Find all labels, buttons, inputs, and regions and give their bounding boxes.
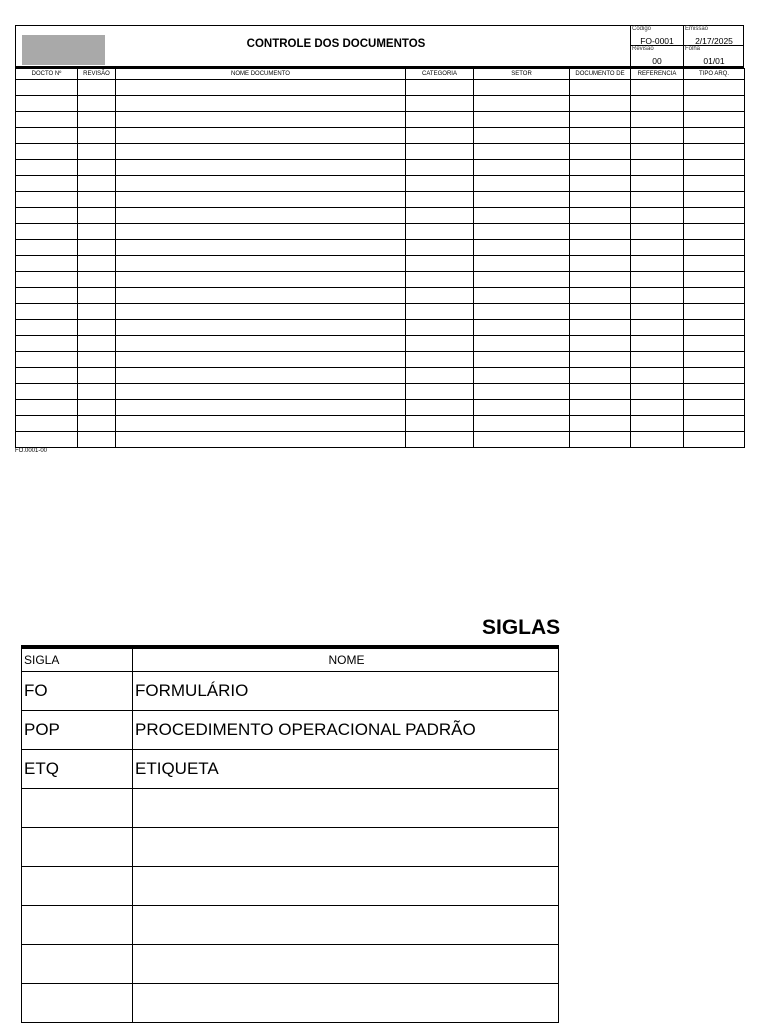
table-cell[interactable]	[631, 128, 684, 144]
table-cell[interactable]	[16, 272, 78, 288]
table-cell[interactable]	[631, 384, 684, 400]
table-cell[interactable]	[631, 288, 684, 304]
table-row	[16, 384, 745, 400]
table-cell[interactable]	[78, 240, 116, 256]
siglas-row	[22, 749, 559, 788]
table-row	[16, 368, 745, 384]
form-title: CONTROLE DOS DOCUMENTOS	[246, 38, 426, 50]
table-cell[interactable]	[684, 400, 745, 416]
table-cell[interactable]	[474, 304, 570, 320]
table-cell[interactable]	[570, 272, 631, 288]
siglas-row	[22, 827, 559, 866]
meta-revisao-label: Revisão	[632, 46, 654, 52]
table-cell[interactable]	[570, 144, 631, 160]
table-cell[interactable]	[16, 80, 78, 96]
sigla-cell[interactable]: FO	[22, 671, 133, 710]
table-cell[interactable]	[631, 304, 684, 320]
table-cell[interactable]	[570, 80, 631, 96]
table-cell[interactable]	[684, 80, 745, 96]
table-cell[interactable]	[684, 256, 745, 272]
table-cell[interactable]	[570, 224, 631, 240]
table-cell[interactable]	[474, 96, 570, 112]
table-cell[interactable]	[570, 128, 631, 144]
table-cell[interactable]	[116, 176, 406, 192]
meta-codigo	[630, 26, 683, 46]
table-cell[interactable]	[570, 288, 631, 304]
table-cell[interactable]	[78, 208, 116, 224]
table-cell[interactable]	[684, 240, 745, 256]
siglas-row	[22, 905, 559, 944]
table-cell[interactable]	[570, 432, 631, 448]
table-cell[interactable]	[570, 256, 631, 272]
table-header-row	[16, 69, 745, 80]
table-cell[interactable]	[684, 128, 745, 144]
meta-folha-value[interactable]: 01/01	[703, 56, 725, 66]
table-cell[interactable]	[474, 368, 570, 384]
table-cell[interactable]	[570, 112, 631, 128]
col-header-docto: DOCTO Nº	[16, 69, 78, 80]
table-cell[interactable]	[474, 176, 570, 192]
table-cell[interactable]	[16, 320, 78, 336]
table-cell[interactable]	[116, 304, 406, 320]
table-cell[interactable]	[406, 80, 474, 96]
siglas-row	[22, 788, 559, 827]
table-cell[interactable]	[78, 176, 116, 192]
siglas-row	[22, 710, 559, 749]
table-cell[interactable]	[116, 352, 406, 368]
table-cell[interactable]	[474, 80, 570, 96]
table-cell[interactable]	[78, 96, 116, 112]
table-cell[interactable]	[78, 400, 116, 416]
table-cell[interactable]	[406, 272, 474, 288]
table-cell[interactable]	[406, 336, 474, 352]
table-cell[interactable]	[16, 160, 78, 176]
table-cell[interactable]	[406, 208, 474, 224]
sigla-nome-cell[interactable]: PROCEDIMENTO OPERACIONAL PADRÃO	[133, 710, 559, 749]
siglas-title: SIGLAS	[482, 616, 561, 639]
table-cell[interactable]	[16, 192, 78, 208]
table-cell[interactable]	[406, 192, 474, 208]
table-cell[interactable]	[684, 336, 745, 352]
table-cell[interactable]	[406, 432, 474, 448]
col-header-tipo-arq: TIPO ARQ.	[684, 69, 745, 80]
table-cell[interactable]	[16, 128, 78, 144]
table-cell[interactable]	[116, 96, 406, 112]
table-cell[interactable]	[474, 384, 570, 400]
table-cell[interactable]	[16, 336, 78, 352]
sigla-cell[interactable]	[22, 827, 133, 866]
table-cell[interactable]	[406, 320, 474, 336]
table-cell[interactable]	[78, 272, 116, 288]
table-cell[interactable]	[570, 176, 631, 192]
siglas-row	[22, 944, 559, 983]
table-cell[interactable]	[78, 112, 116, 128]
meta-folha-label: Folha	[685, 46, 701, 52]
table-cell[interactable]	[684, 304, 745, 320]
table-cell[interactable]	[78, 144, 116, 160]
siglas-row	[22, 671, 559, 710]
table-row	[16, 128, 745, 144]
table-row	[16, 96, 745, 112]
table-cell[interactable]	[16, 304, 78, 320]
table-cell[interactable]	[684, 112, 745, 128]
sigla-cell[interactable]	[22, 788, 133, 827]
table-cell[interactable]	[684, 176, 745, 192]
table-cell[interactable]	[78, 304, 116, 320]
meta-codigo-value[interactable]: FO-0001	[640, 36, 674, 46]
table-cell[interactable]	[570, 352, 631, 368]
table-cell[interactable]	[570, 208, 631, 224]
table-cell[interactable]	[631, 176, 684, 192]
table-cell[interactable]	[116, 112, 406, 128]
table-cell[interactable]	[474, 240, 570, 256]
table-cell[interactable]	[406, 368, 474, 384]
table-cell[interactable]	[16, 400, 78, 416]
table-cell[interactable]	[16, 176, 78, 192]
table-row	[16, 224, 745, 240]
table-cell[interactable]	[474, 400, 570, 416]
col-header-setor: SETOR	[474, 69, 570, 80]
sigla-cell[interactable]	[22, 944, 133, 983]
table-row	[16, 320, 745, 336]
table-cell[interactable]	[116, 416, 406, 432]
table-cell[interactable]	[631, 112, 684, 128]
table-cell[interactable]	[474, 224, 570, 240]
table-cell[interactable]	[116, 384, 406, 400]
table-cell[interactable]	[684, 272, 745, 288]
sigla-nome-cell[interactable]: FORMULÁRIO	[133, 671, 559, 710]
table-cell[interactable]	[684, 160, 745, 176]
table-cell[interactable]	[631, 320, 684, 336]
meta-revisao	[630, 46, 683, 67]
table-cell[interactable]	[684, 384, 745, 400]
meta-emissao	[683, 26, 744, 46]
table-row	[16, 80, 745, 96]
table-cell[interactable]	[16, 208, 78, 224]
table-cell[interactable]	[474, 416, 570, 432]
table-cell[interactable]	[116, 432, 406, 448]
table-cell[interactable]	[631, 192, 684, 208]
table-row	[16, 176, 745, 192]
table-cell[interactable]	[16, 384, 78, 400]
table-cell[interactable]	[684, 352, 745, 368]
table-cell[interactable]	[684, 320, 745, 336]
table-cell[interactable]	[406, 304, 474, 320]
table-row	[16, 144, 745, 160]
table-cell[interactable]	[684, 192, 745, 208]
siglas-header-row	[22, 647, 559, 671]
table-cell[interactable]	[116, 272, 406, 288]
table-cell[interactable]	[116, 224, 406, 240]
table-cell[interactable]	[16, 224, 78, 240]
table-cell[interactable]	[631, 224, 684, 240]
table-cell[interactable]	[406, 240, 474, 256]
table-cell[interactable]	[16, 288, 78, 304]
table-cell[interactable]	[406, 144, 474, 160]
col-header-referencia: REFERENCIA	[631, 69, 684, 80]
table-cell[interactable]	[78, 416, 116, 432]
sigla-nome-cell[interactable]	[133, 866, 559, 905]
table-cell[interactable]	[474, 144, 570, 160]
table-cell[interactable]	[474, 192, 570, 208]
siglas-header-nome: NOME	[133, 647, 559, 671]
table-cell[interactable]	[78, 432, 116, 448]
table-cell[interactable]	[116, 240, 406, 256]
table-cell[interactable]	[570, 240, 631, 256]
meta-emissao-label: Emissão	[685, 26, 709, 32]
company-logo	[22, 35, 105, 65]
table-cell[interactable]	[406, 352, 474, 368]
table-cell[interactable]	[16, 256, 78, 272]
table-cell[interactable]	[78, 80, 116, 96]
table-cell[interactable]	[116, 80, 406, 96]
table-cell[interactable]	[406, 128, 474, 144]
table-cell[interactable]	[631, 400, 684, 416]
table-cell[interactable]	[570, 192, 631, 208]
table-cell[interactable]	[16, 144, 78, 160]
table-cell[interactable]	[406, 384, 474, 400]
table-cell[interactable]	[684, 288, 745, 304]
table-row	[16, 256, 745, 272]
table-cell[interactable]	[684, 368, 745, 384]
table-cell[interactable]	[406, 400, 474, 416]
table-cell[interactable]	[406, 288, 474, 304]
siglas-header-sigla: SIGLA	[22, 647, 133, 671]
table-cell[interactable]	[570, 400, 631, 416]
table-cell[interactable]	[16, 368, 78, 384]
table-cell[interactable]	[474, 160, 570, 176]
table-cell[interactable]	[631, 96, 684, 112]
table-cell[interactable]	[78, 384, 116, 400]
table-cell[interactable]	[570, 96, 631, 112]
table-cell[interactable]	[16, 352, 78, 368]
form-footer-code: FO.0001-00	[15, 448, 48, 454]
meta-folha	[683, 46, 744, 67]
table-cell[interactable]	[474, 272, 570, 288]
sigla-nome-cell[interactable]: ETIQUETA	[133, 749, 559, 788]
sigla-nome-cell[interactable]	[133, 905, 559, 944]
form-header	[15, 25, 744, 68]
table-cell[interactable]	[474, 288, 570, 304]
table-cell[interactable]	[631, 240, 684, 256]
table-cell[interactable]	[474, 208, 570, 224]
siglas-table	[21, 645, 559, 1023]
sigla-cell[interactable]: POP	[22, 710, 133, 749]
meta-revisao-value[interactable]: 00	[652, 56, 662, 66]
table-cell[interactable]	[631, 160, 684, 176]
table-cell[interactable]	[116, 400, 406, 416]
table-row	[16, 352, 745, 368]
table-cell[interactable]	[684, 416, 745, 432]
table-cell[interactable]	[631, 256, 684, 272]
sigla-nome-cell[interactable]	[133, 944, 559, 983]
table-row	[16, 400, 745, 416]
table-cell[interactable]	[16, 240, 78, 256]
sigla-nome-cell[interactable]	[133, 827, 559, 866]
table-cell[interactable]	[631, 352, 684, 368]
table-cell[interactable]	[78, 368, 116, 384]
table-cell[interactable]	[631, 272, 684, 288]
table-cell[interactable]	[78, 192, 116, 208]
table-cell[interactable]	[631, 368, 684, 384]
table-row	[16, 336, 745, 352]
table-cell[interactable]	[474, 432, 570, 448]
table-cell[interactable]	[570, 320, 631, 336]
table-cell[interactable]	[474, 112, 570, 128]
table-cell[interactable]	[406, 160, 474, 176]
table-row	[16, 432, 745, 448]
table-cell[interactable]	[570, 160, 631, 176]
table-cell[interactable]	[78, 160, 116, 176]
table-cell[interactable]	[406, 416, 474, 432]
table-cell[interactable]	[116, 288, 406, 304]
table-cell[interactable]	[116, 368, 406, 384]
table-row	[16, 208, 745, 224]
table-cell[interactable]	[16, 432, 78, 448]
table-cell[interactable]	[474, 128, 570, 144]
col-header-revisao: REVISÃO	[78, 69, 116, 80]
table-cell[interactable]	[684, 224, 745, 240]
table-row	[16, 240, 745, 256]
siglas-row	[22, 866, 559, 905]
table-cell[interactable]	[406, 176, 474, 192]
meta-codigo-label: Código	[632, 26, 652, 32]
table-cell[interactable]	[684, 96, 745, 112]
table-row	[16, 160, 745, 176]
col-header-nome-documento: NOME DOCUMENTO	[116, 69, 406, 80]
table-cell[interactable]	[570, 416, 631, 432]
table-row	[16, 272, 745, 288]
table-cell[interactable]	[631, 208, 684, 224]
meta-emissao-value[interactable]: 2/17/2025	[695, 36, 733, 46]
table-cell[interactable]	[116, 256, 406, 272]
table-cell[interactable]	[631, 432, 684, 448]
table-cell[interactable]	[78, 320, 116, 336]
table-row	[16, 304, 745, 320]
siglas-row	[22, 983, 559, 1022]
table-cell[interactable]	[631, 336, 684, 352]
table-cell[interactable]	[116, 160, 406, 176]
table-cell[interactable]	[78, 352, 116, 368]
table-cell[interactable]	[570, 368, 631, 384]
table-cell[interactable]	[116, 144, 406, 160]
col-header-documento-de: DOCUMENTO DE	[570, 69, 631, 80]
table-cell[interactable]	[474, 256, 570, 272]
sigla-cell[interactable]	[22, 866, 133, 905]
table-cell[interactable]	[684, 432, 745, 448]
table-row	[16, 416, 745, 432]
table-cell[interactable]	[474, 352, 570, 368]
table-cell[interactable]	[78, 336, 116, 352]
table-cell[interactable]	[116, 128, 406, 144]
table-row	[16, 288, 745, 304]
table-cell[interactable]	[116, 192, 406, 208]
table-cell[interactable]	[631, 80, 684, 96]
table-cell[interactable]	[116, 208, 406, 224]
table-cell[interactable]	[474, 336, 570, 352]
documents-table	[15, 68, 745, 448]
table-row	[16, 192, 745, 208]
table-cell[interactable]	[406, 96, 474, 112]
table-cell[interactable]	[116, 336, 406, 352]
table-cell[interactable]	[684, 144, 745, 160]
sigla-cell[interactable]	[22, 905, 133, 944]
table-cell[interactable]	[78, 128, 116, 144]
table-cell[interactable]	[78, 288, 116, 304]
table-cell[interactable]	[116, 320, 406, 336]
sigla-nome-cell[interactable]	[133, 983, 559, 1022]
table-cell[interactable]	[570, 304, 631, 320]
table-cell[interactable]	[78, 224, 116, 240]
table-cell[interactable]	[406, 256, 474, 272]
table-cell[interactable]	[631, 416, 684, 432]
table-cell[interactable]	[406, 224, 474, 240]
sigla-cell[interactable]	[22, 983, 133, 1022]
table-row	[16, 112, 745, 128]
table-cell[interactable]	[570, 336, 631, 352]
table-cell[interactable]	[16, 96, 78, 112]
document-control-form	[15, 25, 744, 454]
table-cell[interactable]	[631, 144, 684, 160]
sigla-nome-cell[interactable]	[133, 788, 559, 827]
table-cell[interactable]	[474, 320, 570, 336]
table-cell[interactable]	[570, 384, 631, 400]
table-cell[interactable]	[684, 208, 745, 224]
sigla-cell[interactable]: ETQ	[22, 749, 133, 788]
table-cell[interactable]	[16, 112, 78, 128]
table-cell[interactable]	[406, 112, 474, 128]
table-cell[interactable]	[78, 256, 116, 272]
col-header-categoria: CATEGORIA	[406, 69, 474, 80]
table-cell[interactable]	[16, 416, 78, 432]
